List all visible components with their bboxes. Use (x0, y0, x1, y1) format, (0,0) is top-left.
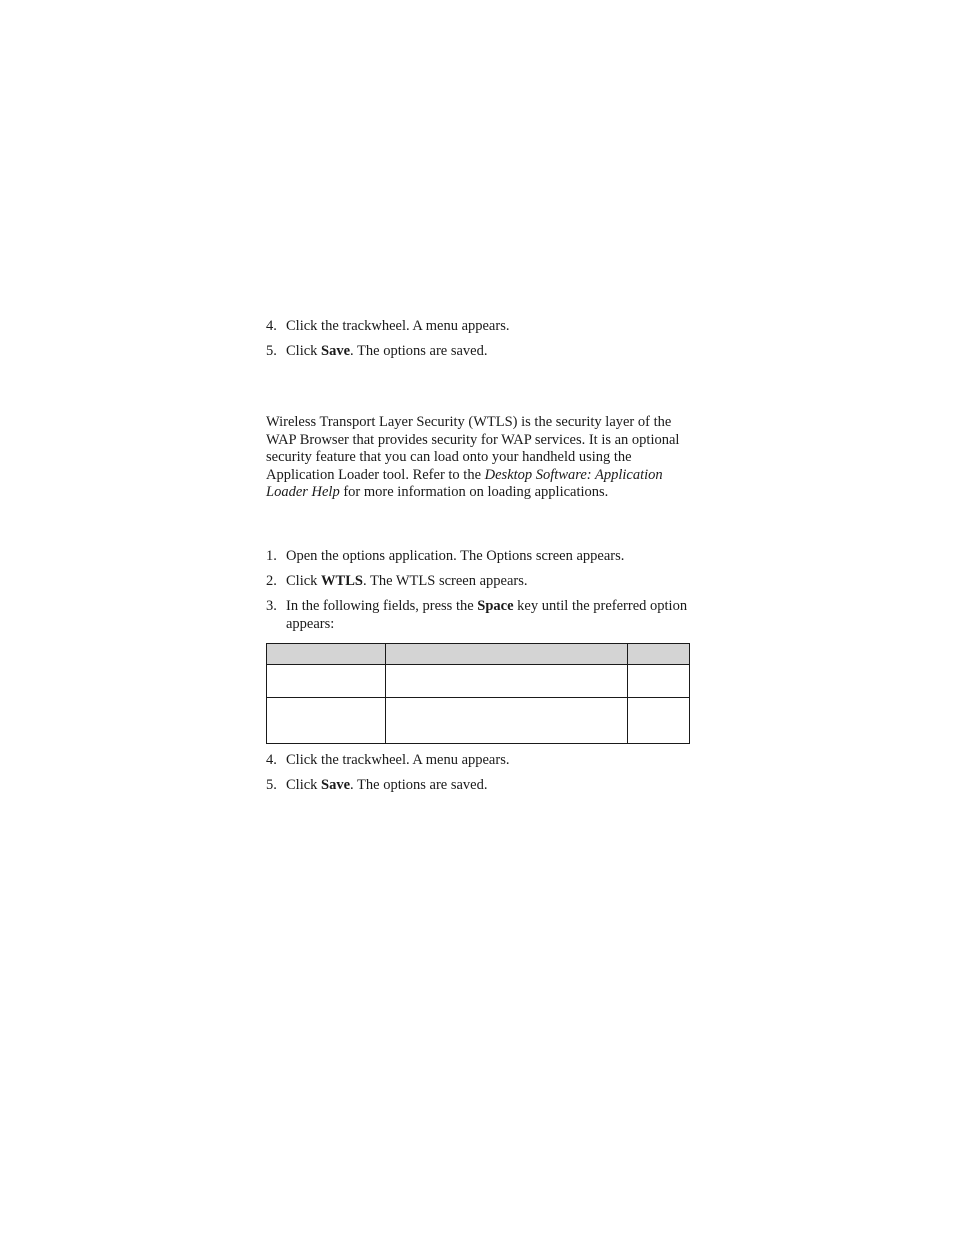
step-item (266, 777, 690, 795)
step-emphasis: WTLS (321, 573, 363, 589)
step-text: Click (286, 777, 322, 793)
table-cell (386, 665, 628, 698)
step-text-after: key until the preferred option appears: (286, 598, 688, 632)
wtls-description (266, 414, 690, 502)
table-header-row (267, 644, 690, 665)
table-cell (628, 698, 690, 744)
description-text: Wireless Transport Layer Security (WTLS) is the security layer of the WAP Browser that provides security for WAP services. It is an optional security feature that you can load onto your handheld using the Application Loader tool. Refer to the (266, 414, 680, 483)
step-item (266, 573, 690, 591)
step-number: 2. (266, 573, 277, 589)
step-emphasis: Save (321, 777, 351, 793)
step-text: Click (286, 343, 322, 359)
step-text: Click the trackwheel. A menu appears. (286, 318, 510, 334)
step-text: Open the options application. The Options screen appears. (286, 548, 625, 564)
wtls-options-table (266, 643, 690, 744)
step-number: 4. (266, 752, 277, 768)
step-number: 4. (266, 318, 277, 334)
step-item (266, 548, 690, 566)
step-emphasis: Space (477, 598, 514, 614)
header-cell-default (628, 644, 690, 665)
table-cell (267, 698, 386, 744)
table-cell (267, 665, 386, 698)
table-cell (386, 698, 628, 744)
table-row (267, 698, 690, 744)
step-item (266, 752, 690, 770)
description-text-end: for more information on loading applications. (339, 484, 609, 500)
step-text: In the following fields, press the (286, 598, 478, 614)
step-item (266, 318, 690, 336)
step-number: 3. (266, 598, 277, 614)
step-number: 5. (266, 777, 277, 793)
step-text: Click the trackwheel. A menu appears. (286, 752, 510, 768)
step-number: 5. (266, 343, 277, 359)
step-item (266, 598, 690, 633)
step-text: Click (286, 573, 322, 589)
doc-reference: Desktop Software: Application Loader Help (266, 466, 663, 500)
header-cell-description (386, 644, 628, 665)
table-cell (628, 665, 690, 698)
step-text-after: . The WTLS screen appears. (362, 573, 528, 589)
step-number: 1. (266, 548, 277, 564)
step-emphasis: Save (321, 343, 351, 359)
table-row (267, 665, 690, 698)
step-text-after: . The options are saved. (350, 777, 488, 793)
step-text-after: . The options are saved. (350, 343, 488, 359)
header-cell-option (267, 644, 386, 665)
step-item (266, 343, 690, 361)
